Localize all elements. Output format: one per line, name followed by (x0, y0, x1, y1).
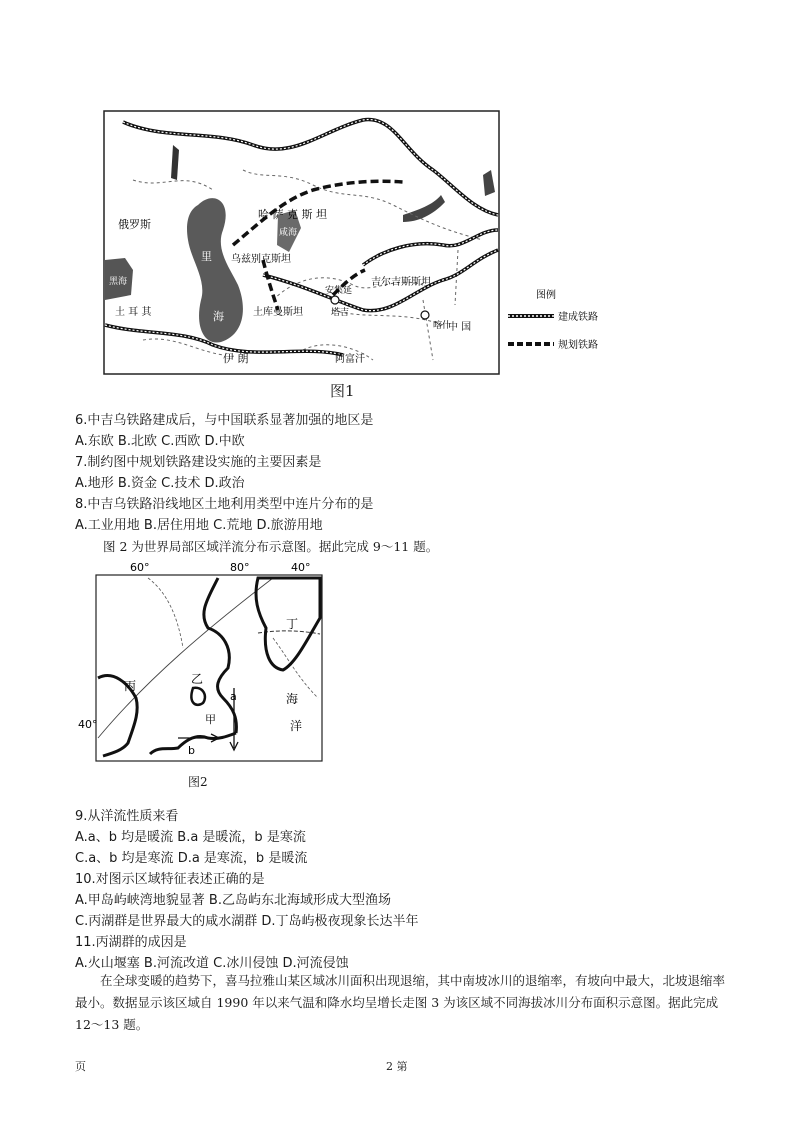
label-turkmenistan: 土库曼斯坦 (253, 307, 303, 318)
label-yi: 乙 (191, 672, 204, 686)
label-current-b: b (188, 744, 195, 757)
label-kyrgyzstan: 吉尔吉斯斯坦 (371, 277, 431, 288)
country-borders (133, 170, 483, 360)
label-lon-60: 60° (130, 561, 150, 574)
legend-built-label: 建成铁路 (558, 312, 598, 323)
label-lon-40: 40° (291, 561, 311, 574)
label-hai: 海 (286, 692, 299, 706)
river-north (171, 145, 179, 180)
figure-2-map (58, 558, 328, 763)
figure-1-legend (506, 284, 606, 354)
balkhash-lake (403, 195, 445, 222)
label-aral: 咸海 (279, 228, 298, 238)
footer-left: 页 (75, 1060, 86, 1073)
label-lon-80: 80° (230, 561, 250, 574)
page-number: 2 第 (386, 1060, 408, 1073)
label-jia: 甲 (205, 713, 216, 726)
arctic-coast (150, 578, 236, 754)
figure-1-caption: 图1 (330, 382, 355, 400)
question-10-options-ab: A.甲岛屿峡湾地貌显著 B.乙岛屿东北海域形成大型渔场 (75, 893, 391, 908)
latitude-lines (148, 578, 318, 698)
meridian-60 (98, 578, 273, 738)
figure-1-map (103, 110, 500, 375)
planned-railways (233, 181, 403, 310)
built-railways (105, 120, 498, 355)
label-kashi: 喀什 (433, 321, 452, 331)
island-jia (191, 688, 205, 705)
label-russia: 俄罗斯 (118, 218, 151, 231)
question-11: 11.丙湖群的成因是 (75, 935, 187, 950)
label-tajik: 塔吉 (331, 308, 350, 318)
label-bing: 丙 (124, 679, 137, 693)
question-8: 8.中吉乌铁路沿线地区土地利用类型中连片分布的是 (75, 497, 374, 512)
question-11-options: A.火山堰塞 B.河流改道 C.冰川侵蚀 D.河流侵蚀 (75, 956, 349, 971)
figure-2-caption: 图2 (188, 775, 208, 789)
label-uzbekistan: 乌兹别克斯坦 (231, 254, 291, 265)
lake-east (483, 170, 495, 196)
question-10-options-cd: C.丙湖群是世界最大的咸水湖群 D.丁岛屿极夜现象长达半年 (75, 914, 419, 929)
question-10: 10.对图示区域特征表述正确的是 (75, 872, 265, 887)
legend-planned-label: 规划铁路 (558, 340, 598, 351)
label-black-sea: 黑海 (109, 277, 128, 287)
label-caspian-2: 海 (213, 310, 224, 323)
label-china: 中 国 (448, 322, 472, 333)
question-6: 6.中吉乌铁路建成后，与中国联系显著加强的地区是 (75, 413, 374, 428)
label-lat-40: 40° (78, 718, 98, 731)
kashi-dot (421, 311, 429, 319)
label-ding: 丁 (286, 617, 299, 631)
question-7: 7.制约图中规划铁路建设实施的主要因素是 (75, 455, 322, 470)
question-6-options: A.东欧 B.北欧 C.西欧 D.中欧 (75, 434, 245, 449)
label-yang: 洋 (290, 719, 303, 733)
legend-title: 图例 (536, 290, 556, 301)
built-railways-inner (105, 120, 498, 355)
label-kazakhstan: 哈 萨 克 斯 坦 (258, 208, 327, 221)
label-turkey: 土 耳 其 (115, 307, 152, 318)
label-caspian-1: 里 (201, 250, 212, 263)
question-9-options-ab: A.a、b 均是暖流 B.a 是暖流，b 是寒流 (75, 830, 306, 845)
question-9: 9.从洋流性质来看 (75, 809, 179, 824)
question-7-options: A.地形 B.资金 C.技术 D.政治 (75, 476, 245, 491)
label-iran: 伊 朗 (223, 352, 249, 365)
label-andijan: 安集延 (325, 286, 353, 296)
intro-figure-2: 图 2 为世界局部区域洋流分布示意图。据此完成 9～11 题。 (103, 539, 439, 554)
question-9-options-cd: C.a、b 均是寒流 D.a 是寒流，b 是暖流 (75, 851, 308, 866)
label-afghanistan: 阿富汗 (335, 354, 365, 365)
passage-12-13: 在全球变暖的趋势下，喜马拉雅山某区域冰川面积出现退缩，其中南坡冰川的退缩率，有坡向中最大，北坡退缩率最小。数据显示该区域自 1990 年以来气温和降水均呈增长走图 3 为该区域不同海拔冰川分布面积示意图。据此完成 12～13 题。 (75, 973, 726, 1032)
question-8-options: A.工业用地 B.居住用地 C.荒地 D.旅游用地 (75, 518, 323, 533)
andijan-dot (331, 296, 339, 304)
label-current-a: a (230, 690, 237, 703)
